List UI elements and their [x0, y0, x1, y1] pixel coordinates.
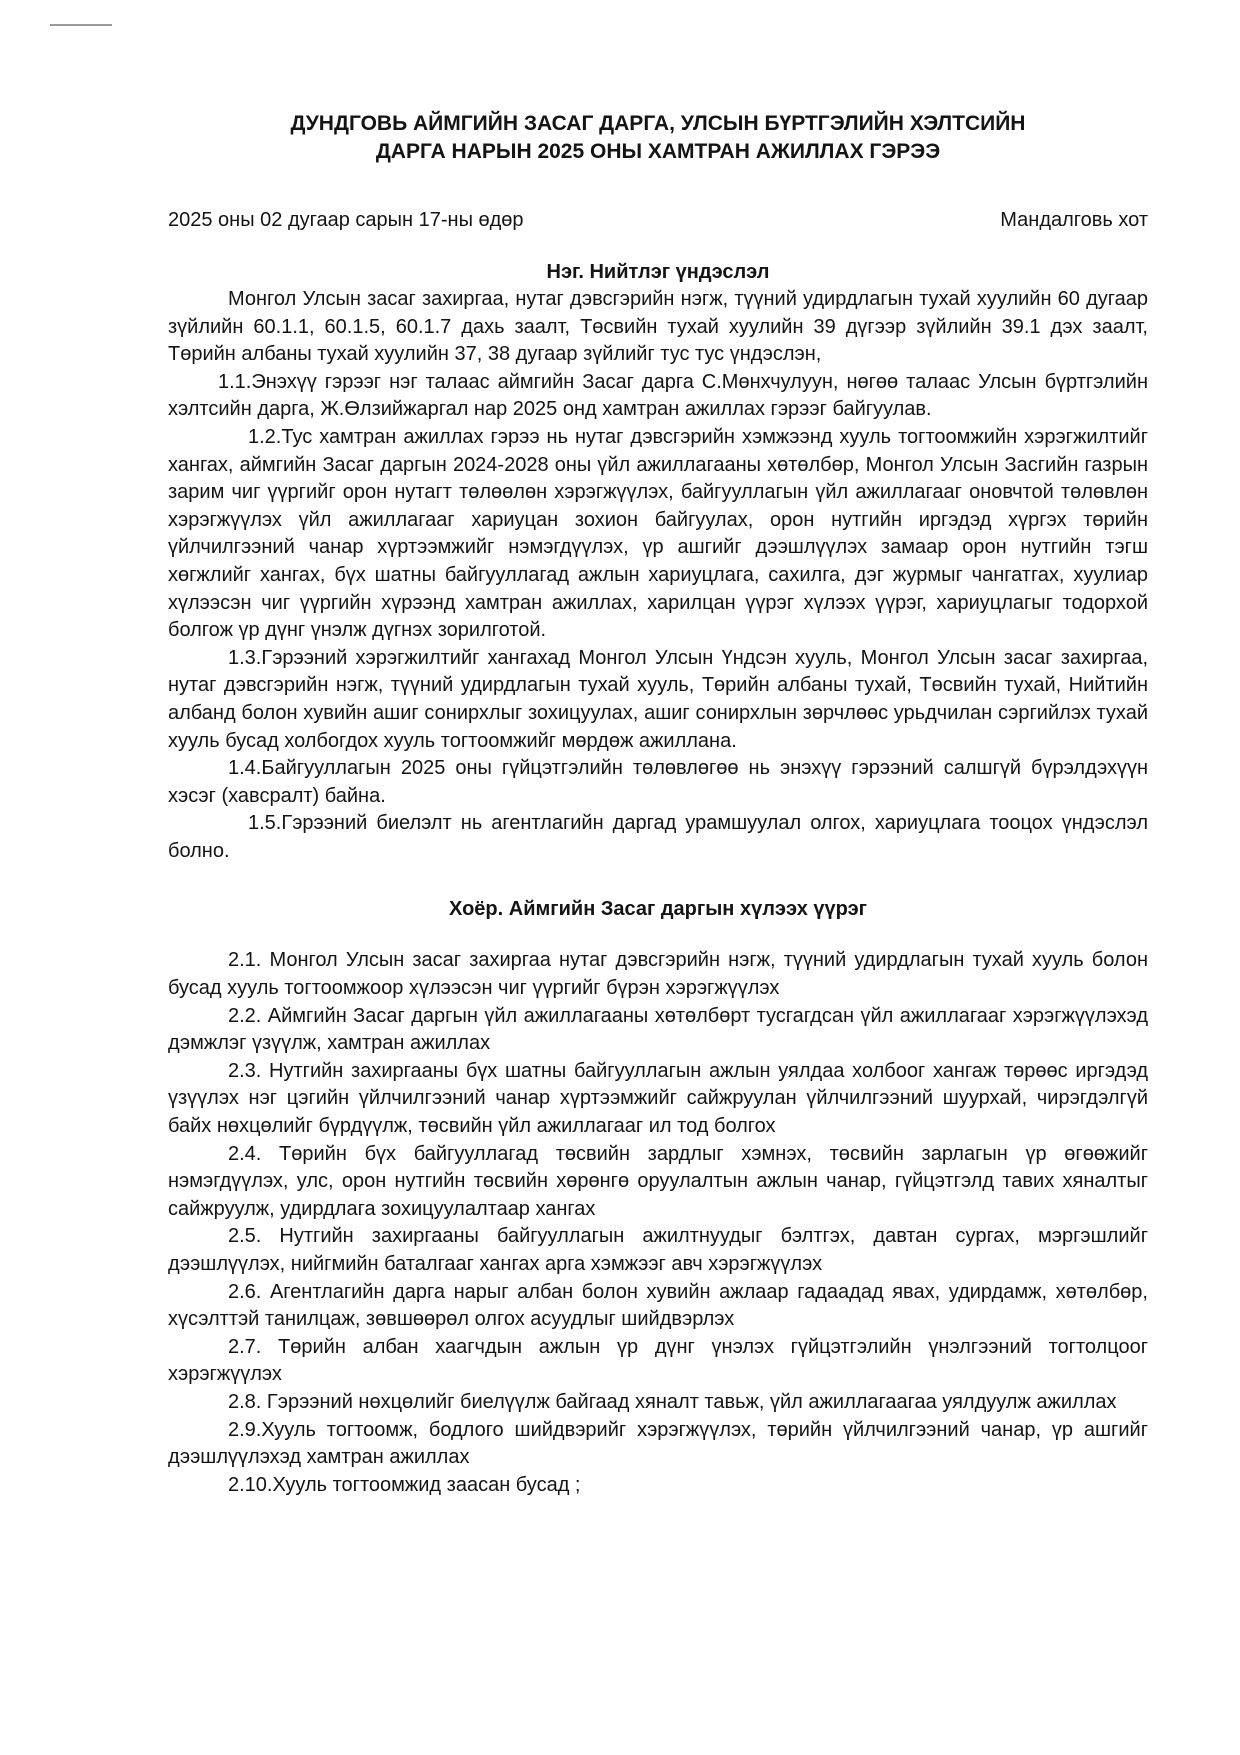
clause-1-3: 1.3.Гэрээний хэрэгжилтийг хангахад Монгол Улсын Үндсэн хууль, Монгол Улсын засаг захиргаа, нутаг дэвсгэрийн нэгж, түүний удирдлагын тухай хууль, Төрийн албаны тухай, Төсвийн тухай, Нийтийн албанд болон хувийн ашиг сонирхлыг зохицуулах, ашиг сонирхлын зөрчлөөс урьдчилан сэргийлэх тухай хууль бусад холбогдох хууль тогтоомжийг мөрдөж ажиллана.: [168, 646, 1148, 752]
clause-1-4: 1.4.Байгууллагын 2025 оны гүйцэтгэлийн төлөвлөгөө нь энэхүү гэрээний салшгүй бүрэлдэхүүн хэсэг (хавсралт) байна.: [168, 757, 1148, 807]
dateline: [168, 206, 1148, 234]
clause-2-7: 2.7. Төрийн албан хаагчдын ажлын үр дүнг үнэлэх гүйцэтгэлийн үнэлгээний тогтолцоог хэрэгжүүлэх: [168, 1335, 1148, 1386]
contract-date: 2025 оны 02 дугаар сарын 17-ны өдөр: [168, 209, 524, 231]
clause-2-9: 2.9.Хууль тогтоомж, бодлого шийдвэрийг хэрэгжүүлэх, төрийн үйлчилгээний чанар, үр ашгийг дээшлүүлэхэд хамтран ажиллах: [168, 1418, 1148, 1469]
title-line-2: ДАРГА НАРЫН 2025 ОНЫ ХАМТРАН АЖИЛЛАХ ГЭРЭЭ: [375, 140, 941, 163]
section-1-intro: Монгол Улсын засаг захиргаа, нутаг дэвсгэрийн нэгж, түүний удирдлагын тухай хуулийн 60 дугаар зүйлийн 60.1.1, 60.1.5, 60.1.7 дахь заалт, Төсвийн тухай хуулийн 39 дүгээр зүйлийн 39.1 дэх заалт, Төрийн албаны тухай хуулийн 37, 38 дугаар зүйлийг тус тус үндэслэн,: [168, 288, 1148, 366]
clause-1-5: 1.5.Гэрээний биелэлт нь агентлагийн даргад урамшуулал олгох, хариуцлага тооцох үндэслэл болно.: [168, 812, 1148, 862]
title-line-1: ДУНДГОВЬ АЙМГИЙН ЗАСАГ ДАРГА, УЛСЫН БҮРТГЭЛИЙН ХЭЛТСИЙН: [290, 112, 1026, 135]
document-title: [168, 110, 1148, 166]
section-2-heading: Хоёр. Аймгийн Засаг даргын хүлээх үүрэг: [449, 898, 867, 921]
clause-1-2: 1.2.Тус хамтран ажиллах гэрээ нь нутаг дэвсгэрийн хэмжээнд хууль тогтоомжийн хэрэгжилтийг хангах, аймгийн Засаг даргын 2024-2028 оны үйл ажиллагааны хөтөлбөр, Монгол Улсын Засгийн газрын зарим чиг үүргийг орон нутагт төлөөлөн хэрэгжүүлэх, байгууллагын үйл ажиллагааг оновчтой төлөвлөн хэрэгжүүлэх үйл ажиллагааг хариуцан зохион байгуулах, орон нутгийн иргэдэд хүргэх төрийн үйлчилгээний чанар хүртээмжийг нэмэгдүүлэх, үр ашгийг дээшлүүлэх замаар орон нутгийн тэгш хөгжлийг хангах, бүх шатны байгууллагад ажлын хариуцлага, сахилга, дэг журмыг чангатгах, хуулиар хүлээсэн чиг үүргийн хүрээнд хамтран ажиллах, харилцан үүрэг хүлээх үүрэг, хариуцлагыг тодорхой болгож үр дүнг үнэлж дүгнэх зорилготой.: [168, 425, 1148, 642]
clause-2-10: 2.10.Хууль тогтоомжид заасан бусад ;: [228, 1473, 581, 1496]
contract-place: Мандалговь хот: [1000, 209, 1148, 231]
clause-2-5: 2.5. Нутгийн захиргааны байгууллагын ажилтнуудыг бэлтгэх, давтан сургах, мэргэшлийг дээшлүүлэх, нийгмийн баталгааг хангах арга хэмжээг авч хэрэгжүүлэх: [168, 1225, 1148, 1275]
document-body: [168, 110, 1148, 1499]
clause-2-2: 2.2. Аймгийн Засаг даргын үйл ажиллагааны хөтөлбөрт тусгагдсан үйл ажиллагааг хэрэгжүүлэхэд дэмжлэг үзүүлж, хамтран ажиллах: [168, 1004, 1148, 1055]
scan-edge-mark: [50, 24, 112, 26]
clause-2-4: 2.4. Төрийн бүх байгууллагад төсвийн зардлыг хэмнэх, төсвийн зарлагын үр өгөөжийг нэмэгдүүлэх, улс, орон нутгийн төсвийн хөрөнгө оруулалтын ажлын чанар, гүйцэтгэлд тавих хяналтыг сайжруулж, удирдлага зохицуулалтаар хангах: [168, 1142, 1148, 1220]
section-1-heading: Нэг. Нийтлэг үндэслэл: [546, 261, 770, 283]
clause-2-1: 2.1. Монгол Улсын засаг захиргаа нутаг дэвсгэрийн нэгж, түүний удирдлагын тухай хууль болон бусад хууль тогтоомжоор хүлээсэн чиг үүргийг бүрэн хэрэгжүүлэх: [168, 949, 1148, 1000]
clause-2-3: 2.3. Нутгийн захиргааны бүх шатны байгууллагын ажлын уялдаа холбоог хангаж төрөөс иргэдэд үзүүлэх нэг цэгийн үйлчилгээний чанар хүртээмжийг сайжруулан үйлчилгээний шуурхай, чирэгдэлгүй байх нөхцөлийг бүрдүүлж, төсвийн үйл ажиллагааг ил тод болгох: [168, 1059, 1148, 1138]
clause-2-8: 2.8. Гэрээний нөхцөлийг биелүүлж байгаад хяналт тавьж, үйл ажиллагаагаа уялдуулж ажиллах: [228, 1390, 1117, 1413]
clause-2-6: 2.6. Агентлагийн дарга нарыг албан болон хувийн ажлаар гадаадад явах, удирдамж, хөтөлбөр, хүсэлттэй танилцаж, зөвшөөрөл олгох асуудлыг шийдвэрлэх: [168, 1280, 1148, 1331]
clause-1-1: 1.1.Энэхүү гэрээг нэг талаас аймгийн Засаг дарга С.Мөнхчулуун, нөгөө талаас Улсын бүртгэлийн хэлтсийн дарга, Ж.Өлзийжаргал нар 2025 онд хамтран ажиллах гэрээг байгуулав.: [168, 370, 1148, 421]
